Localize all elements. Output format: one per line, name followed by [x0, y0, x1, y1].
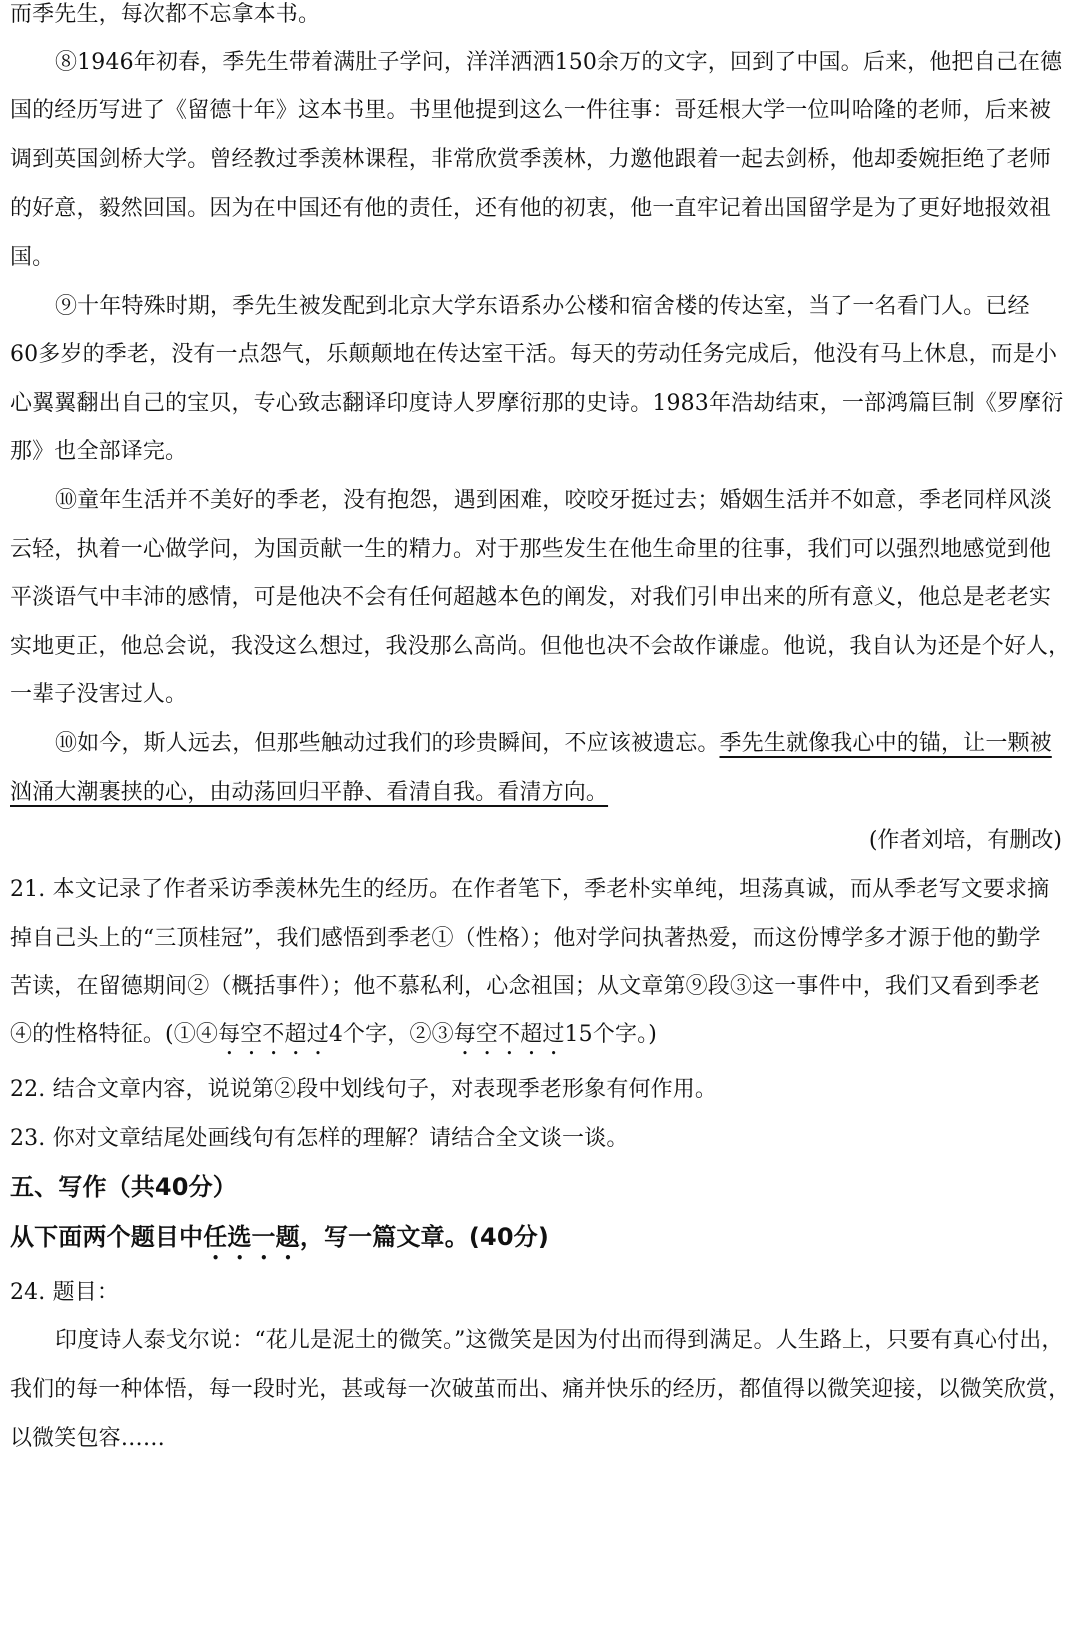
underlined-sentence: 季先生就像我心中的锚，让一颗被: [719, 731, 1052, 756]
passage-line: ⑧1946年初春，季先生带着满肚子学问，洋洋洒洒150余万的文字，回到了中国。后来，他把自己在德: [55, 50, 1063, 75]
instruction-text: ，写一篇文章。(40分): [299, 1223, 549, 1251]
q21-text: 4个字，②③: [328, 1022, 454, 1047]
writing-prompt-line: 以微笑包容……: [10, 1426, 166, 1451]
instruction-text: 从下面两个题目中: [10, 1223, 204, 1251]
question-22: 22. 结合文章内容，说说第②段中划线句子，对表现季老形象有何作用。: [10, 1077, 718, 1102]
last-paragraph-line: [55, 729, 1052, 759]
question-21-line: 苦读，在留德期间②（概括事件）；他不慕私利，心念祖国；从文章第⑨段③这一事件中，我们又看到季老: [10, 974, 1041, 999]
last-paragraph-text: ⑩如今，斯人远去，但那些触动过我们的珍贵瞬间，不应该被遗忘。: [55, 731, 720, 756]
passage-line: 60多岁的季老，没有一点怨气，乐颠颠地在传达室干活。每天的劳动任务完成后，他没有马上休息，而是小: [10, 342, 1058, 367]
passage-line: 那》也全部译完。: [10, 439, 188, 464]
instruction-emphasis: 任选一题: [203, 1223, 300, 1251]
last-paragraph-line: [10, 778, 608, 808]
writing-prompt-line: 印度诗人泰戈尔说：“花儿是泥土的微笑。”这微笑是因为付出而得到满足。人生路上，只要有真心付出，: [55, 1328, 1064, 1353]
q21-text: 15个字。): [564, 1022, 658, 1047]
writing-prompt-line: 我们的每一种体悟，每一段时光，甚或每一次破茧而出、痛并快乐的经历，都值得以微笑迎接，以微笑欣赏，: [10, 1377, 1071, 1402]
question-21-last-line: [10, 1020, 657, 1060]
section-title: 五、写作（共40分）: [10, 1173, 237, 1201]
passage-line: 实地更正，他总会说，我没这么想过，我没那么高尚。但他也决不会故作谦虚。他说，我自认为还是个好人，: [10, 634, 1071, 659]
passage-line: 心翼翼翻出自己的宝贝，专心致志翻译印度诗人罗摩衍那的史诗。1983年浩劫结束，一部鸿篇巨制《罗摩衍: [10, 391, 1064, 416]
source-attribution: (作者刘培，有删改): [868, 828, 1062, 853]
underlined-sentence: 汹涌大潮裹挟的心，由动荡回归平静、看清自我。看清方向。: [10, 780, 609, 805]
q21-emphasis: 每空不超过: [218, 1022, 329, 1047]
passage-line: 而季先生，每次都不忘拿本书。: [10, 2, 321, 27]
passage-line: 国。: [10, 245, 55, 270]
passage-line: 云轻，执着一心做学问，为国贡献一生的精力。对于那些发生在他生命里的往事，我们可以强烈地感觉到他: [10, 537, 1052, 562]
passage-line: ⑨十年特殊时期，季先生被发配到北京大学东语系办公楼和宿舍楼的传达室，当了一名看门人。已经: [55, 294, 1030, 319]
passage-line: 国的经历写进了《留德十年》这本书里。书里他提到这么一件往事：哥廷根大学一位叫哈隆的老师，后来被: [10, 98, 1052, 123]
passage-line: 调到英国剑桥大学。曾经教过季羡林课程，非常欣赏季羡林，力邀他跟着一起去剑桥，他却委婉拒绝了老师: [10, 147, 1052, 172]
question-21-line: 掉自己头上的“三顶桂冠”，我们感悟到季老①（性格）；他对学问执著热爱，而这份博学多才源于他的勤学: [10, 926, 1041, 951]
question-21-line: 21. 本文记录了作者采访季羡林先生的经历。在作者笔下，季老朴实单纯，坦荡真诚，而从季老写文要求摘: [10, 877, 1050, 902]
writing-instruction: [10, 1222, 549, 1265]
q21-emphasis: 每空不超过: [453, 1022, 565, 1047]
q21-text: ④的性格特征。(①④: [10, 1022, 219, 1047]
passage-line: 一辈子没害过人。: [10, 682, 188, 707]
passage-line: ⑩童年生活并不美好的季老，没有抱怨，遇到困难，咬咬牙挺过去；婚姻生活并不如意，季老同样风淡: [55, 488, 1052, 513]
question-23: 23. 你对文章结尾处画线句有怎样的理解？请结合全文谈一谈。: [10, 1126, 629, 1151]
passage-line: 的好意，毅然回国。因为在中国还有他的责任，还有他的初衷，他一直牢记着出国留学是为了更好地报效祖: [10, 196, 1052, 221]
question-24-label: 24. 题目：: [10, 1280, 120, 1305]
passage-line: 平淡语气中丰沛的感情，可是他决不会有任何超越本色的阐发，对我们引申出来的所有意义，他总是老老实: [10, 585, 1052, 610]
